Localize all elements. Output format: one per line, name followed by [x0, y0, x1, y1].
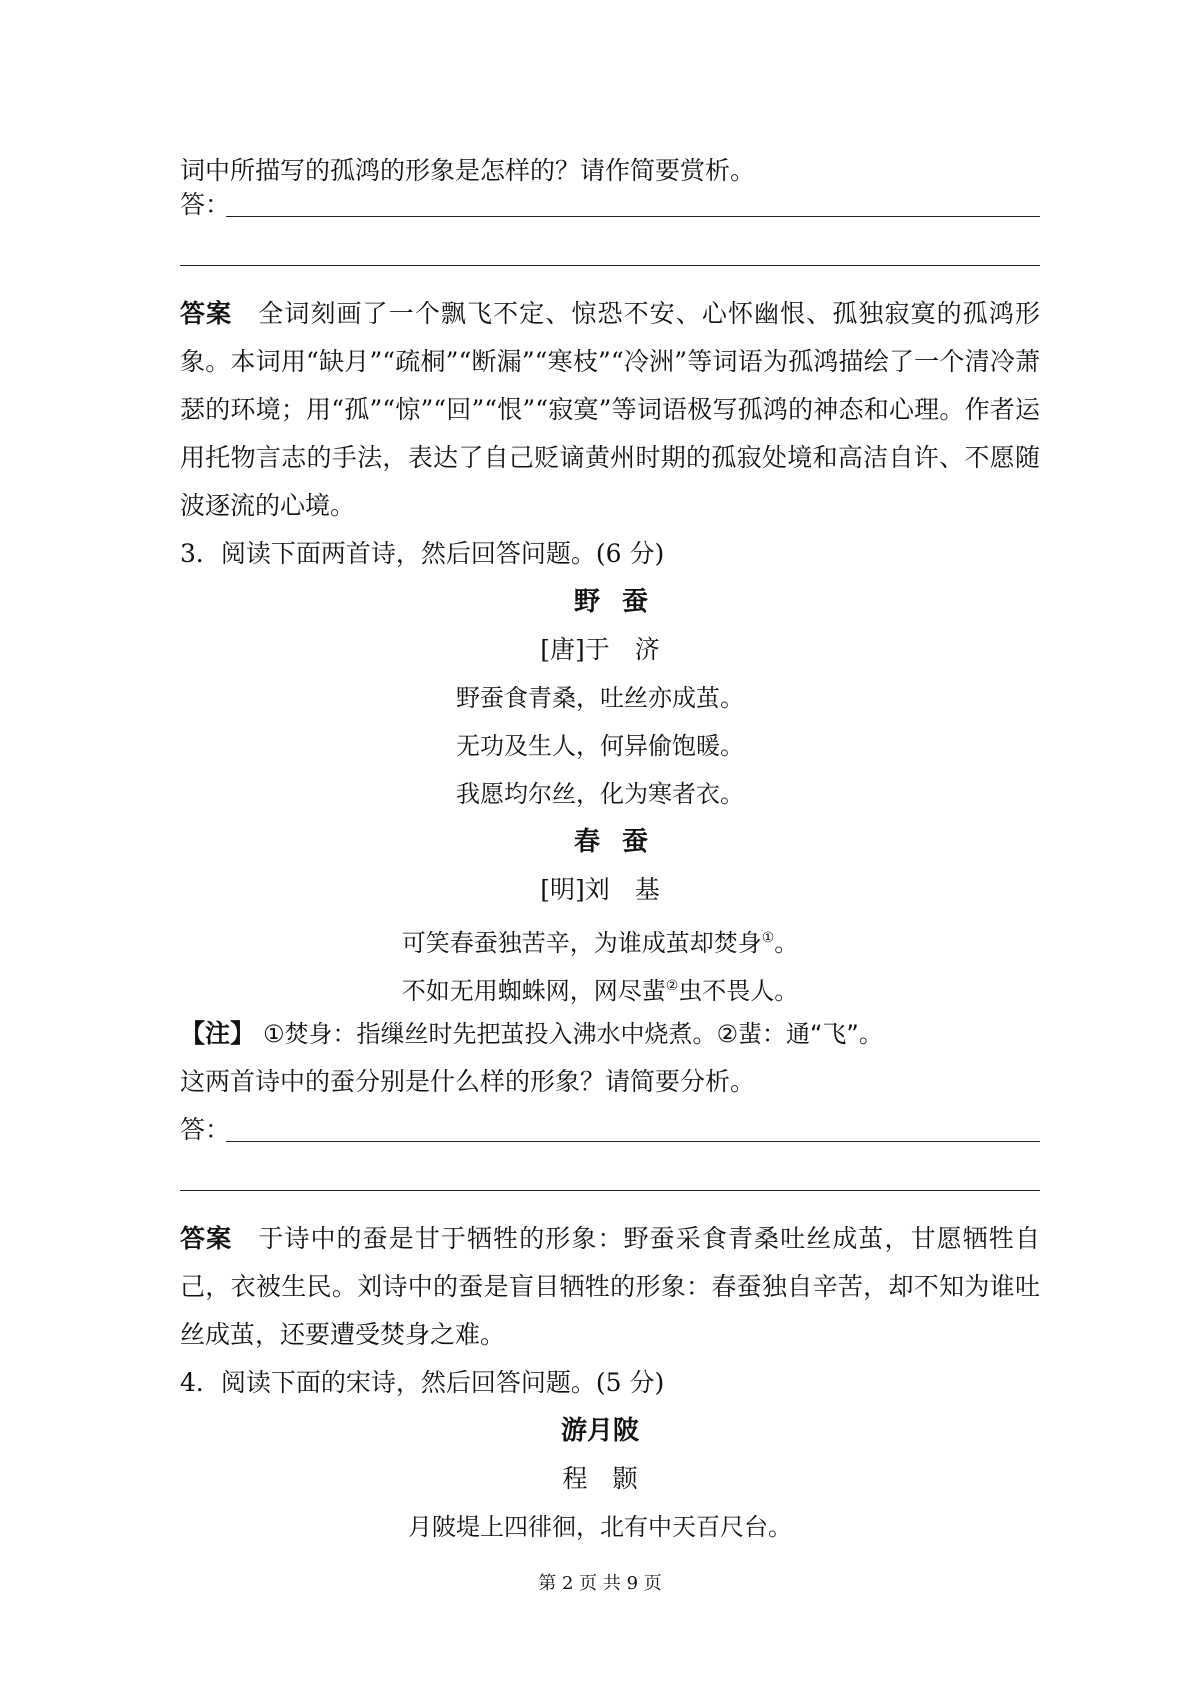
q3-poem2-line-1-text: 可笑春蚕独苦辛，为谁成茧却焚身 [401, 929, 762, 957]
q2-answer-line[interactable] [180, 181, 1040, 229]
q3-answer-rule [226, 1141, 1040, 1142]
q3-poem2-author: [明]刘 基 [540, 875, 660, 904]
q3-heading: 3．阅读下面两首诗，然后回答问题。(6 分) [180, 539, 665, 568]
q3-answer-key-label: 答案 [180, 1224, 233, 1253]
q2-answer-key [180, 290, 1040, 530]
footnote-ref-1: ① [761, 930, 775, 946]
q3-note [180, 1010, 1040, 1058]
q3-answer-key [180, 1215, 1040, 1359]
q3-poem1-author: [唐]于 济 [540, 635, 660, 664]
q3-poem1-line-1: 野蚕食青桑，吐丝亦成茧。 [456, 684, 744, 712]
q3-note-text: ①焚身：指缫丝时先把茧投入沸水中烧煮。②蜚：通“飞”。 [262, 1020, 883, 1048]
q4-poem-line-1: 月陂堤上四徘徊，北有中天百尺台。 [408, 1513, 792, 1541]
q3-question: 这两首诗中的蚕分别是什么样的形象？请简要分析。 [180, 1067, 756, 1096]
q2-answer-key-label: 答案 [180, 299, 233, 328]
q2-answer-label: 答： [180, 190, 231, 219]
q2-question: 词中所描写的孤鸿的形象是怎样的？请作简要赏析。 [180, 156, 756, 185]
page-number: 第 2 页 共 9 页 [538, 1573, 662, 1594]
footnote-ref-2: ② [665, 978, 679, 994]
q3-poem1-line-2: 无功及生人，何异偷饱暖。 [456, 732, 744, 760]
q3-answer-rule-2 [180, 1190, 1040, 1191]
q3-poem2-line-2 [0, 962, 1200, 1015]
q3-poem2-line-1-end: 。 [774, 929, 799, 957]
q2-answer-rule [226, 216, 1040, 217]
q2-answer-key-text: 全词刻画了一个飘飞不定、惊恐不安、心怀幽恨、孤独寂寞的孤鸿形象。本词用“缺月”“疏桐”“断漏”“寒枝”“冷洲”等词语为孤鸿描绘了一个清冷萧瑟的环境；用“孤”“惊”“回”“恨”“寂寞”等词语极写孤鸿的神态和心理。作者运用托物言志的手法，表达了自己贬谪黄州时期的孤寂处境和高洁自许、不愿随波逐流的心境。 [180, 299, 1040, 520]
q3-poem2-title: 春蚕 [573, 827, 670, 857]
q3-poem2-line-1 [0, 914, 1200, 967]
q3-poem1-title: 野蚕 [573, 587, 670, 617]
q3-poem1-line-3: 我愿均尔丝，化为寒者衣。 [456, 780, 744, 808]
q4-poem-author: 程 颢 [562, 1464, 638, 1493]
q2-answer-rule-2 [180, 265, 1040, 266]
q3-answer-label: 答： [180, 1115, 231, 1144]
q3-answer-key-text: 于诗中的蚕是甘于牺牲的形象：野蚕采食青桑吐丝成茧，甘愿牺牲自己，衣被生民。刘诗中的蚕是盲目牺牲的形象：春蚕独自辛苦，却不知为谁吐丝成茧，还要遭受焚身之难。 [180, 1224, 1040, 1349]
q4-heading: 4．阅读下面的宋诗，然后回答问题。(5 分) [180, 1368, 665, 1397]
q3-poem2-line-2-end: 虫不畏人。 [678, 977, 799, 1005]
q3-note-label: 【注】 [180, 1019, 256, 1048]
q4-poem-title: 游月陂 [560, 1416, 639, 1446]
q3-answer-line[interactable] [180, 1106, 1040, 1154]
q3-poem2-line-2-text: 不如无用蜘蛛网，网尽蜚 [401, 977, 666, 1005]
